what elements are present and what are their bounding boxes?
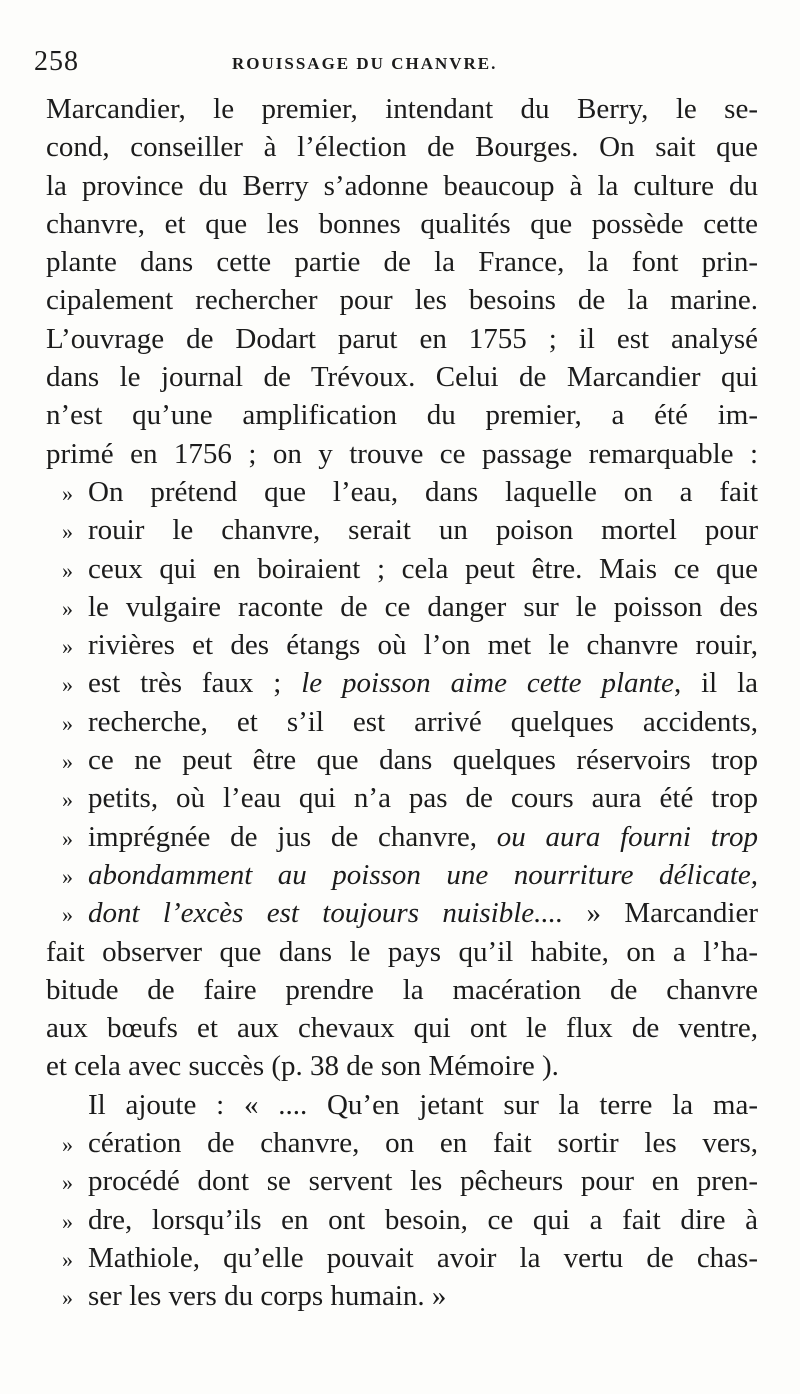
quote-marker: » [62,710,73,736]
line-text: cipalement rechercher pour les besoins de la marine. [46,284,758,317]
line-italic-text: ou aura fourni trop [496,820,759,853]
running-head: ROUISSAGE DU CHANVRE. [232,54,498,73]
line-italic-text: le poisson aime cette plante [301,667,674,700]
line-italic-text: dont l’excès est toujours nuisible.... [88,897,564,930]
quote-marker: » [62,825,73,851]
line-text: procédé dont se servent les pêcheurs pour en pren- [88,1165,758,1198]
text-line [46,664,758,702]
line-text: On prétend que l’eau, dans laquelle on a fait [88,475,758,508]
text-line [46,281,758,319]
quote-marker: » [62,902,73,928]
quote-marker: » [62,1170,73,1196]
text-line [46,550,758,588]
text-line [46,128,758,166]
text-line [46,1124,758,1162]
quote-marker: » [62,1285,73,1311]
line-text: cond, conseiller à l’élection de Bourges. On sait que [46,131,758,164]
text-line [46,894,758,932]
line-text: n’est qu’une amplification du premier, a été im- [46,399,758,432]
text-line [46,396,758,434]
line-text: bitude de faire prendre la macération de chanvre [46,973,758,1006]
text-line [46,741,758,779]
line-text: rivières et des étangs où l’on met le chanvre rouir, [88,629,758,662]
text-line [46,1086,758,1124]
text-line [46,511,758,549]
quote-marker: » [62,480,73,506]
line-text: cération de chanvre, on en fait sortir les vers, [88,1127,758,1160]
quote-marker: » [62,1246,73,1272]
text-line [46,1162,758,1200]
line-text: dre, lorsqu’ils en ont besoin, ce qui a fait dire à [88,1203,758,1236]
line-text: primé en 1756 ; on y trouve ce passage remarquable : [46,437,758,470]
text-line [46,856,758,894]
line-text-after: , il la [673,667,759,700]
text-line [46,1047,758,1085]
line-text: imprégnée de jus de chanvre, [88,820,478,853]
quote-marker: » [62,749,73,775]
line-text: rouir le chanvre, serait un poison mortel pour [88,514,758,547]
line-text: est très faux ; [88,667,282,700]
page-header [34,46,754,76]
line-text: ce ne peut être que dans quelques réservoirs trop [88,744,758,777]
text-line [46,90,758,128]
text-line [46,1201,758,1239]
text-line [46,205,758,243]
text-line [46,1277,758,1315]
text-line [46,1239,758,1277]
quote-marker: » [62,634,73,660]
text-line [46,167,758,205]
line-text: aux bœufs et aux chevaux qui ont le flux de ventre, [46,1012,758,1045]
line-text: Mathiole, qu’elle pouvait avoir la vertu de chas- [88,1241,758,1274]
text-line [46,473,758,511]
line-text: petits, où l’eau qui n’a pas de cours aura été trop [88,782,758,815]
quote-marker: » [62,863,73,889]
line-text: le vulgaire raconte de ce danger sur le poisson des [88,590,758,623]
body-text [46,90,758,1316]
quote-marker: » [62,1132,73,1158]
text-line [46,435,758,473]
line-text: fait observer que dans le pays qu’il habite, on a l’ha- [46,935,758,968]
line-text: L’ouvrage de Dodart parut en 1755 ; il est analysé [46,322,758,355]
line-text: ceux qui en boiraient ; cela peut être. Mais ce que [88,552,758,585]
quote-marker: » [62,672,73,698]
quote-marker: » [62,519,73,545]
quote-marker: » [62,557,73,583]
line-text: ser les vers du corps humain. » [88,1280,447,1313]
quote-marker: » [62,787,73,813]
text-line [46,358,758,396]
text-line [46,626,758,664]
line-text: Marcandier, le premier, intendant du Berry, le se- [46,93,758,125]
line-text: recherche, et s’il est arrivé quelques accidents, [88,705,758,738]
line-italic-text: abondamment au poisson une nourriture délicate, [88,858,758,891]
text-line [46,243,758,281]
text-line [46,703,758,741]
line-text: plante dans cette partie de la France, la font prin- [46,246,758,279]
text-line [46,588,758,626]
quote-marker: » [62,1208,73,1234]
text-line [46,779,758,817]
page-number: 258 [34,46,79,77]
line-text: dans le journal de Trévoux. Celui de Marcandier qui [46,361,758,394]
quote-marker: » [62,595,73,621]
line-text: et cela avec succès (p. 38 de son Mémoire ). [46,1050,559,1083]
line-text: chanvre, et que les bonnes qualités que possède cette [46,207,758,240]
text-line [46,933,758,971]
line-text: la province du Berry s’adonne beaucoup à la culture du [46,169,758,202]
text-line [46,1009,758,1047]
text-line [46,818,758,856]
text-line [46,320,758,358]
text-line [46,971,758,1009]
line-text: Il ajoute : « .... Qu’en jetant sur la terre la ma- [88,1088,758,1121]
line-text-after: » Marcandier [563,897,758,930]
